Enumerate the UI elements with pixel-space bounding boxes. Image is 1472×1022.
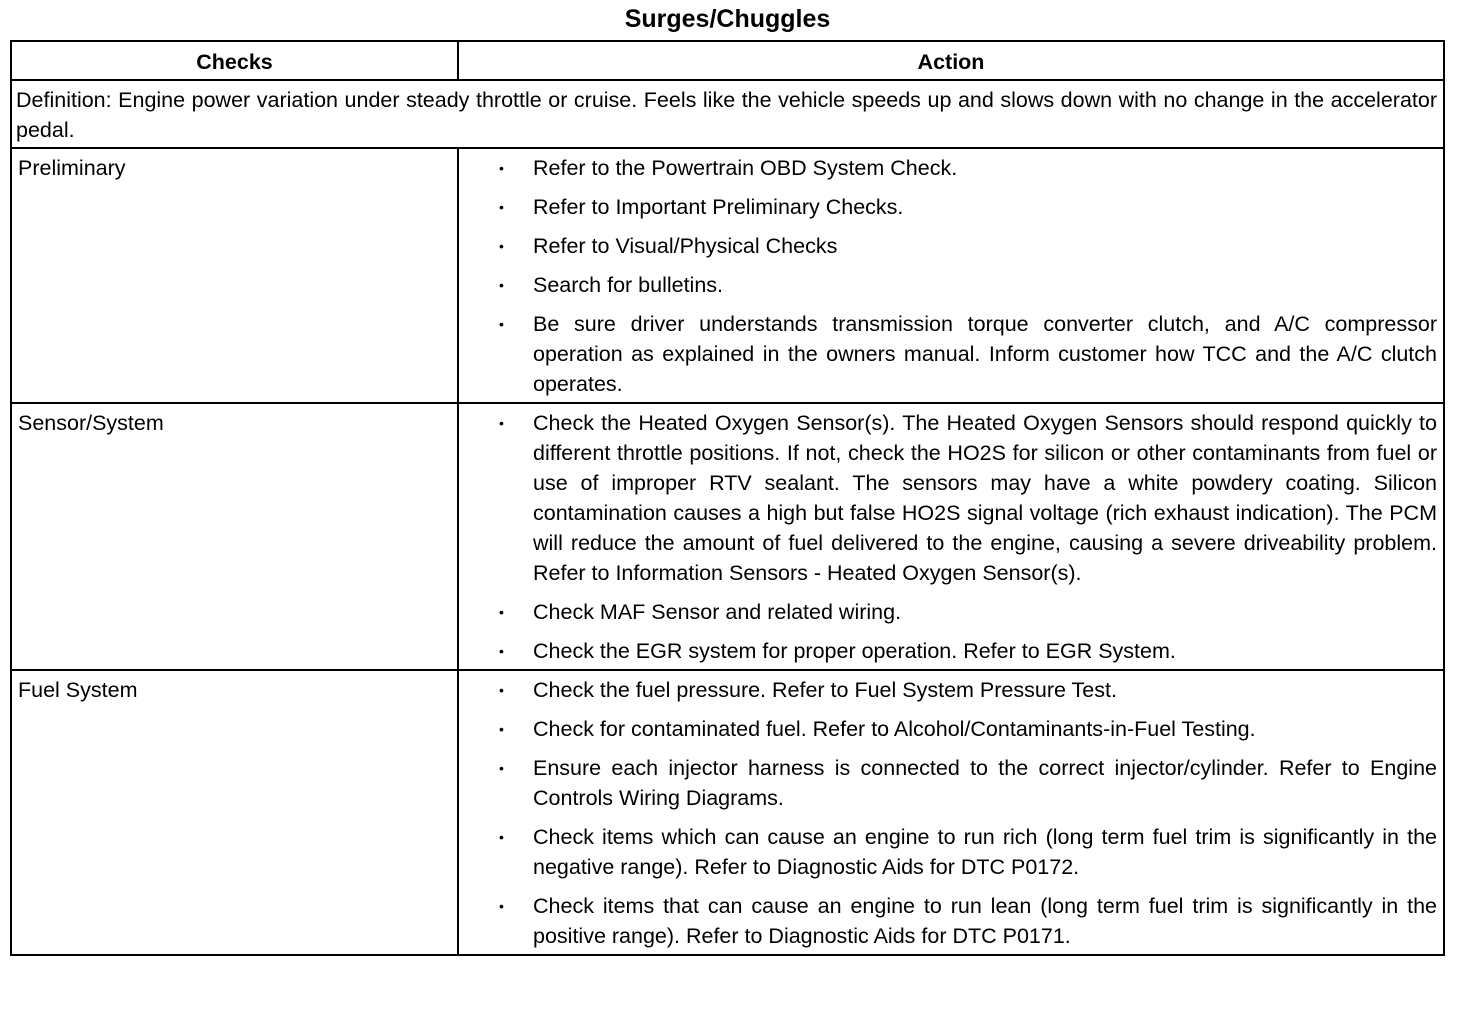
bullet-icon: •: [499, 160, 504, 176]
action-text: Search for bulletins.: [533, 273, 724, 297]
action-text: Refer to the Powertrain OBD System Check.: [533, 156, 958, 180]
table-row-sensor-system: [11, 403, 1444, 670]
bullet-icon: •: [499, 760, 504, 776]
list-item: [499, 636, 1437, 666]
action-text: Check items which can cause an engine to run rich (long term fuel trim is significantly in the negative range). Refer to Diagnostic Aids for DTC P0172.: [533, 825, 1437, 879]
list-item: [499, 408, 1437, 588]
check-preliminary: Preliminary: [11, 148, 458, 403]
list-item: [499, 822, 1437, 882]
table-row-preliminary: [11, 148, 1444, 403]
actions-fuel-system: [458, 670, 1444, 955]
bullet-icon: •: [499, 199, 504, 215]
header-action: Action: [458, 41, 1444, 80]
actions-preliminary: [458, 148, 1444, 403]
list-item: [499, 231, 1437, 261]
actions-sensor-system: [458, 403, 1444, 670]
action-text: Refer to Visual/Physical Checks: [533, 234, 838, 258]
action-text: Check items that can cause an engine to run lean (long term fuel trim is significantly in the positive range). Refer to Diagnostic Aids for DTC P0171.: [533, 894, 1437, 948]
document: [10, 0, 1445, 956]
action-text: Check the EGR system for proper operation. Refer to EGR System.: [533, 639, 1176, 663]
bullet-icon: •: [499, 643, 504, 659]
bullet-icon: •: [499, 898, 504, 914]
bullet-icon: •: [499, 238, 504, 254]
bullet-icon: •: [499, 682, 504, 698]
list-item: [499, 153, 1437, 183]
check-sensor-system: Sensor/System: [11, 403, 458, 670]
list-item: [499, 675, 1437, 705]
list-item: [499, 192, 1437, 222]
definition-row: [11, 80, 1444, 148]
action-text: Check the fuel pressure. Refer to Fuel System Pressure Test.: [533, 678, 1117, 702]
header-checks: Checks: [11, 41, 458, 80]
action-text: Check MAF Sensor and related wiring.: [533, 600, 902, 624]
action-text: Check for contaminated fuel. Refer to Alcohol/Contaminants-in-Fuel Testing.: [533, 717, 1256, 741]
table-row-fuel-system: [11, 670, 1444, 955]
bullet-icon: •: [499, 415, 504, 431]
bullet-icon: •: [499, 316, 504, 332]
action-text: Check the Heated Oxygen Sensor(s). The Heated Oxygen Sensors should respond quickly to different throttle positions. If not, check the HO2S for silicon or other contaminants from fuel or use of improper RTV sealant. The sensors may have a white powdery coating. Silicon contamination causes a high but false HO2S signal voltage (rich exhaust indication). The PCM will reduce the amount of fuel delivered to the engine, causing a severe driveability problem. Refer to Information Sensors - Heated Oxygen Sensor(s).: [533, 411, 1437, 585]
page-title: Surges/Chuggles: [624, 5, 831, 33]
list-item: [499, 891, 1437, 951]
bullet-icon: •: [499, 721, 504, 737]
action-text: Be sure driver understands transmission torque converter clutch, and A/C compressor operation as explained in the owners manual. Inform customer how TCC and the A/C clutch operates.: [533, 312, 1437, 396]
action-text: Refer to Important Preliminary Checks.: [533, 195, 904, 219]
list-item: [499, 270, 1437, 300]
bullet-icon: •: [499, 604, 504, 620]
list-item: [499, 597, 1437, 627]
list-item: [499, 753, 1437, 813]
bullet-icon: •: [499, 277, 504, 293]
action-text: Ensure each injector harness is connected to the correct injector/cylinder. Refer to Engine Controls Wiring Diagrams.: [533, 756, 1437, 810]
definition-text: Definition: Engine power variation under steady throttle or cruise. Feels like the vehicle speeds up and slows down with no change in the accelerator pedal.: [11, 80, 1444, 148]
header-row: [11, 41, 1444, 80]
diagnostic-table: [10, 40, 1445, 956]
bullet-icon: •: [499, 829, 504, 845]
list-item: [499, 714, 1437, 744]
list-item: [499, 309, 1437, 399]
check-fuel-system: Fuel System: [11, 670, 458, 955]
